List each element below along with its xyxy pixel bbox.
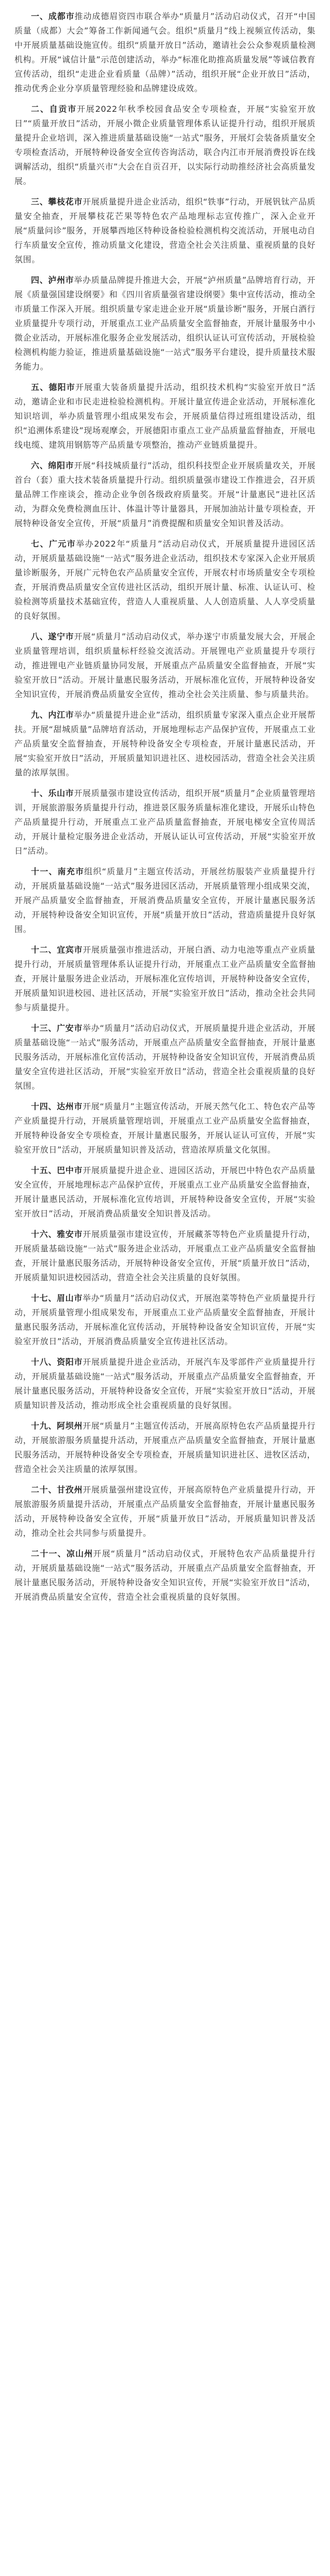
section-heading: 十、乐山市 [31,788,74,798]
paragraph [14,630,316,702]
paragraph [14,708,316,780]
section-heading: 二、自贡市 [31,104,77,114]
section-text: 开展质量提升进企业、进园区活动，开展巴中特色农产品质量安全宣传，开展地理标志产品保护宣传，开展重点工业产品质量安全监督抽查，开展计量惠民活动，开展标准化宣传培训，开展特种设备安全宣传，开展“实验室开放日”活动，开展消费品质量安全知识普及活动。 [14,1165,316,1218]
section-heading: 五、德阳市 [31,382,76,392]
section-heading: 九、内江市 [31,710,74,720]
section-heading: 十三、广安市 [31,1023,83,1033]
paragraph [14,380,316,452]
paragraph [14,1163,316,1221]
section-heading: 七、广元市 [31,539,76,549]
section-heading: 八、遂宁市 [31,632,74,641]
section-heading: 十七、眉山市 [31,1293,83,1303]
section-heading: 二十一、凉山州 [31,1549,93,1558]
paragraph [14,195,316,267]
section-heading: 十二、宜宾市 [31,945,83,955]
paragraph [14,943,316,1015]
section-heading: 十八、资阳市 [31,1357,83,1367]
section-heading: 十一、南充市 [31,867,85,876]
paragraph [14,1227,316,1285]
paragraph [14,273,316,374]
paragraph [14,102,316,189]
paragraph [14,1547,316,1604]
section-heading: 十五、巴中市 [31,1165,83,1175]
section-text: 举办“质量月”活动启动仪式，开展泡菜等特色产业质量提升行动，开展质量管理小组成果发布，开展重点工业产品质量安全监督抽查，开展计量惠民服务活动，开展标准化宣传活动，开展特种设备安全知识宣传，开展“实验室开放日”活动，开展消费品质量安全宣传进社区活动。 [14,1293,316,1346]
paragraph [14,1483,316,1540]
section-text: 开展“质量月”主题宣传活动，开展天然气化工、特色农产品等产业质量提升行动，开展质量管理培训，开展重点工业产品质量安全监督抽查，开展特种设备安全专项检查，开展计量惠民服务，开展认证认可宣传，开展“实验室开放日”活动，开展质量知识普及活动，营造浓厚质量文化氛围。 [14,1101,316,1155]
section-heading: 十六、雅安市 [31,1229,83,1239]
section-text: 举办“质量月”活动启动仪式，开展质量提升进企业活动，开展质量基础设施“一站式”服务活动，开展重点产品质量安全监督抽查，开展计量惠民服务活动，开展标准化宣传活动，开展特种设备安全知识宣传，开展消费品质量安全宣传进社区活动，开展“实验室开放日”活动，营造全社会重视质量的良好氛围。 [14,1023,316,1091]
section-text: 开展质量强市建设宣传活动，组织开展“质量月”企业质量管理培训，开展旅游服务质量提升行动，推进景区服务质量标准化建设，开展乐山特色产品质量提升行动，开展重点工业产品质量监督抽查，开展电梯安全宣传周活动，开展计量检定服务进企业活动，开展认证认可宣传活动，开展“实验室开放日”活动。 [14,788,316,856]
section-text: 举办2022年“质量月”活动启动仪式，开展质量提升进园区活动，开展质量基础设施“一站式”服务进企业活动，组织技术专家深入企业开展质量诊断服务，开展广元特色农产品质量安全宣传，开展农村市场质量安全专项检查，开展消费品质量安全宣传进社区活动，组织开展计量、标准、认证认可、检验检测等质量技术基础宣传，营造人人重视质量、人人创造质量、人人享受质量的良好氛围。 [14,539,316,621]
section-heading: 十四、达州市 [31,1101,83,1111]
section-text: 开展“质量月”主题宣传活动，开展高原特色农产品质量提升行动，开展旅游服务质量提升活动，开展重点产品质量安全监督抽查，开展计量惠民服务活动，开展特种设备安全专项检查，开展质量知识进社区、进牧区活动，营造全社会关注质量的浓厚氛围。 [14,1421,316,1474]
paragraph [14,865,316,937]
section-text: 开展“质量月”活动启动仪式，开展特色农产品质量提升行动，开展质量基础设施“一站式”服务活动，开展重点产品质量安全监督抽查，开展计量惠民服务活动，开展特种设备安全知识宣传，开展“实验室开放日”活动，开展消费品质量安全宣传，营造全社会重视质量的良好氛围。 [14,1549,316,1602]
section-text: 开展质量强市建设宣传，开展藏茶等特色产业质量提升行动，开展质量基础设施“一站式”服务进企业活动，开展重点工业产品质量安全监督抽查，开展计量惠民服务活动，开展特种设备安全宣传，开展“质量开放日”活动，开展质量知识进校园活动，营造全社会关注质量的良好氛围。 [14,1229,316,1282]
section-text: 开展质量强州建设宣传，开展高原特色产业质量提升行动，开展旅游服务质量提升活动，开展重点产品质量安全监督抽查，开展计量惠民服务活动，开展特种设备安全宣传，开展“质量开放日”活动，开展质量知识普及活动，推动全社会共同参与质量提升。 [14,1485,316,1538]
section-heading: 二十、甘孜州 [31,1485,83,1495]
section-text: 举办质量品牌提升推进大会，开展“泸州质量”品牌培育行动，开展《质量强国建设纲要》和《四川省质量强省建设纲要》集中宣传活动，推动全市质量工作深入开展。组织质量专家走进企业开展“质量诊断”服务，开展白酒行业质量提升专项行动，开展重点工业产品质量安全监督抽查，开展计量服务中小微企业活动，开展标准化服务企业发展活动，组织认证认可宣传活动，开展检验检测机构能力验证，推进质量基础设施“一站式”服务平台建设，提升质量技术服务能力。 [14,275,316,371]
paragraph [14,537,316,623]
section-heading: 六、绵阳市 [31,461,74,470]
section-text: 推动成德眉资四市联合举办“质量月”活动启动仪式，召开“中国质量（成都）大会”筹备工作新闻通气会。组织“质量月”线上视频宣传活动，集中开展质量基础设施宣传。组织“质量开放日”活动，邀请社会公众参观质量检测机构。开展“诚信计量”示范创建活动，举办“标准化助推高质量发展”等诚信教育宣传活动，组织“走进企业看质量（品牌）”活动，组织开展“企业开放日”活动，推动优秀企业分享质量管理经验和品牌建设成效。 [14,11,316,93]
section-text: 组织“质量月”主题宣传活动，开展丝纺服装产业质量提升行动，开展质量基础设施“一站式”服务进园区活动，开展质量管理小组成果交流，开展产品质量安全监督抽查，开展消费品质量安全宣传，开展计量惠民服务活动，开展特种设备安全知识宣传，开展“质量开放日”活动，营造质量提升良好氛围。 [14,867,316,934]
paragraph [14,9,316,96]
section-text: 举办“质量提升进企业”活动，组织质量专家深入重点企业开展帮扶。开展“甜城质量”品牌培育活动，开展地理标志产品保护宣传，开展重点工业产品质量安全监督抽查，开展特种设备安全专项检查，开展计量惠民活动，开展“实验室开放日”活动，开展质量知识进社区、进校园活动，营造全社会关注质量的浓厚氛围。 [14,710,316,777]
section-text: 开展质量强市推进活动，开展白酒、动力电池等重点产业质量提升行动，开展质量管理体系认证提升行动，开展重点工业产品质量安全监督抽查，开展计量服务进企业活动，开展标准化宣传培训，开展特种设备安全宣传，开展质量知识进校园、进社区活动，开展“实验室开放日”活动，推动全社会共同参与质量提升。 [14,945,316,1012]
section-heading: 四、泸州市 [31,275,74,285]
paragraph [14,459,316,531]
paragraph [14,1099,316,1157]
section-heading: 十九、阿坝州 [31,1421,83,1431]
section-text: 开展质量提升进企业活动，组织“铁事”行动，开展钒钛产品质量安全抽查，开展攀枝花芒果等特色农产品地理标志宣传推广，深入企业开展“质量问诊”服务，开展攀西地区特种设备检验检测机构交流活动，开展电动自行车质量安全宣传，推动质量文化建设，营造全社会关注质量、重视质量的良好氛围。 [14,197,316,264]
paragraph [14,1291,316,1349]
section-text: 开展“科技城质量行”活动，组织科技型企业开展质量攻关，开展首台（套）重大技术装备质量提升行动。组织质量强市建设工作推进会，召开质量品牌工作座谈会，推动企业争创各级政府质量奖。开展“计量惠民”进社区活动，为群众免费检测血压计、体温计等计量器具，开展加油站计量专项检查，开展特种设备安全宣传，开展“质量月”消费提醒和质量安全知识普及活动。 [14,461,316,528]
paragraph [14,786,316,858]
section-text: 开展2022年秋季校园食品安全专项检查，开展“实验室开放日”“质量开放日”活动，开展小微企业质量管理体系认证提升行动，组织开展质量提升企业培训，深入推进质量基础设施“一站式”服务，开展灯会装备质量安全专项检查活动，开展特种设备安全宣传咨询活动，联合内江市开展消费投诉在线调解活动，组织“质量兴市”大会在自贡召开，以实际行动助推经济社会高质量发展。 [14,104,316,186]
section-text: 开展“质量月”活动启动仪式，举办遂宁市质量发展大会，开展企业质量管理培训，组织质量标杆经验交流活动。开展锂电产业质量提升专项行动，推进锂电产业链质量协同发展，开展重点产品质量安全监督抽查，开展“实验室开放日”活动。开展计量惠民服务活动，开展标准化宣传，开展特种设备安全知识宣传，开展消费品质量安全宣传，推动全社会关注质量、参与质量共治。 [14,632,316,699]
paragraph [14,1021,316,1093]
paragraph [14,1419,316,1477]
section-text: 开展重大装备质量提升活动，组织技术机构“实验室开放日”活动，邀请企业和市民走进检验检测机构。开展计量宣传进企业活动，开展标准化知识培训，举办质量管理小组成果发布会，开展质量信得过班组建设活动，组织“追溯体系建设”现场观摩会，开展德阳市重点工业产品质量监督抽查，开展电线电缆、建筑用钢筋等产品质量专项整治，推动产业链质量提升。 [14,382,316,450]
section-heading: 三、攀枝花市 [31,197,83,207]
section-text: 开展质量提升进企业活动，开展汽车及零部件产业质量提升行动，开展质量基础设施“一站式”服务活动，开展重点产品质量安全监督抽查，开展计量惠民服务活动，开展特种设备安全宣传，开展“实验室开放日”活动，开展质量知识普及活动，推动形成全社会重视质量的良好氛围。 [14,1357,316,1410]
paragraph [14,1355,316,1413]
section-heading: 一、成都市 [31,11,75,21]
